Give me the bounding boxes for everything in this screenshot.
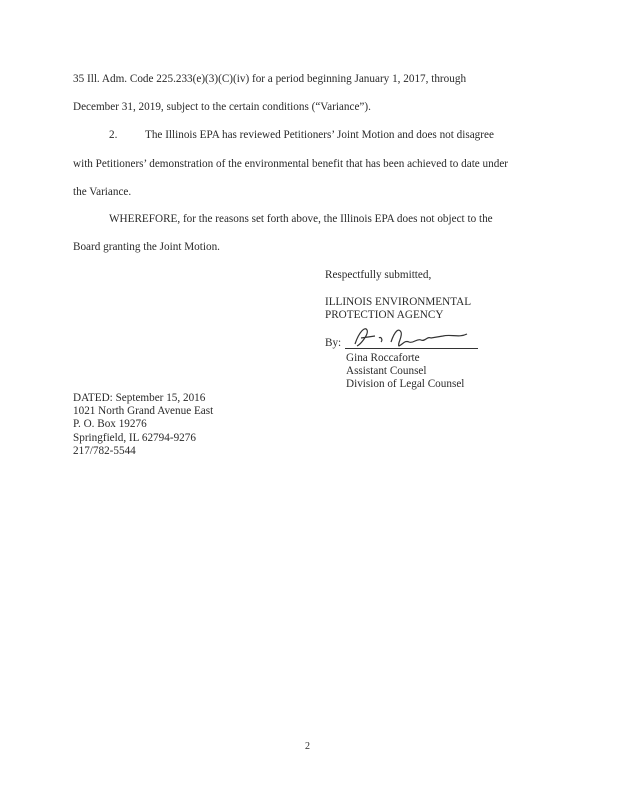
- address-line-1: 1021 North Grand Avenue East: [73, 405, 214, 417]
- wherefore-line-2: Board granting the Joint Motion.: [73, 241, 220, 253]
- phone-line: 217/782-5544: [73, 445, 136, 457]
- signer-title: Assistant Counsel: [346, 365, 427, 377]
- address-line-2: P. O. Box 19276: [73, 418, 147, 430]
- paragraph-2-line-3: the Variance.: [73, 186, 132, 198]
- signer-division: Division of Legal Counsel: [346, 378, 465, 390]
- body-line-1: 35 Ill. Adm. Code 225.233(e)(3)(C)(iv) for a period beginning January 1, 2017, through: [73, 73, 467, 85]
- by-label: By:: [325, 337, 342, 349]
- address-line-3: Springfield, IL 62794-9276: [73, 432, 196, 444]
- page-number: 2: [305, 741, 310, 752]
- dated-line: DATED: September 15, 2016: [73, 392, 206, 404]
- signer-name: Gina Roccaforte: [346, 352, 420, 364]
- wherefore-line-1: WHEREFORE, for the reasons set forth above, the Illinois EPA does not object to the: [109, 213, 493, 225]
- body-line-2: December 31, 2019, subject to the certain conditions (“Variance”).: [73, 101, 371, 113]
- paragraph-2-line-2: with Petitioners’ demonstration of the environmental benefit that has been achieved to date under: [73, 158, 509, 170]
- organization-line-2: PROTECTION AGENCY: [325, 309, 444, 321]
- paragraph-2-line-1: The Illinois EPA has reviewed Petitioners’ Joint Motion and does not disagree: [145, 129, 494, 141]
- handwritten-signature: [347, 322, 477, 352]
- closing-text: Respectfully submitted,: [325, 269, 432, 281]
- paragraph-number: 2.: [109, 129, 118, 141]
- organization-line-1: ILLINOIS ENVIRONMENTAL: [325, 296, 472, 308]
